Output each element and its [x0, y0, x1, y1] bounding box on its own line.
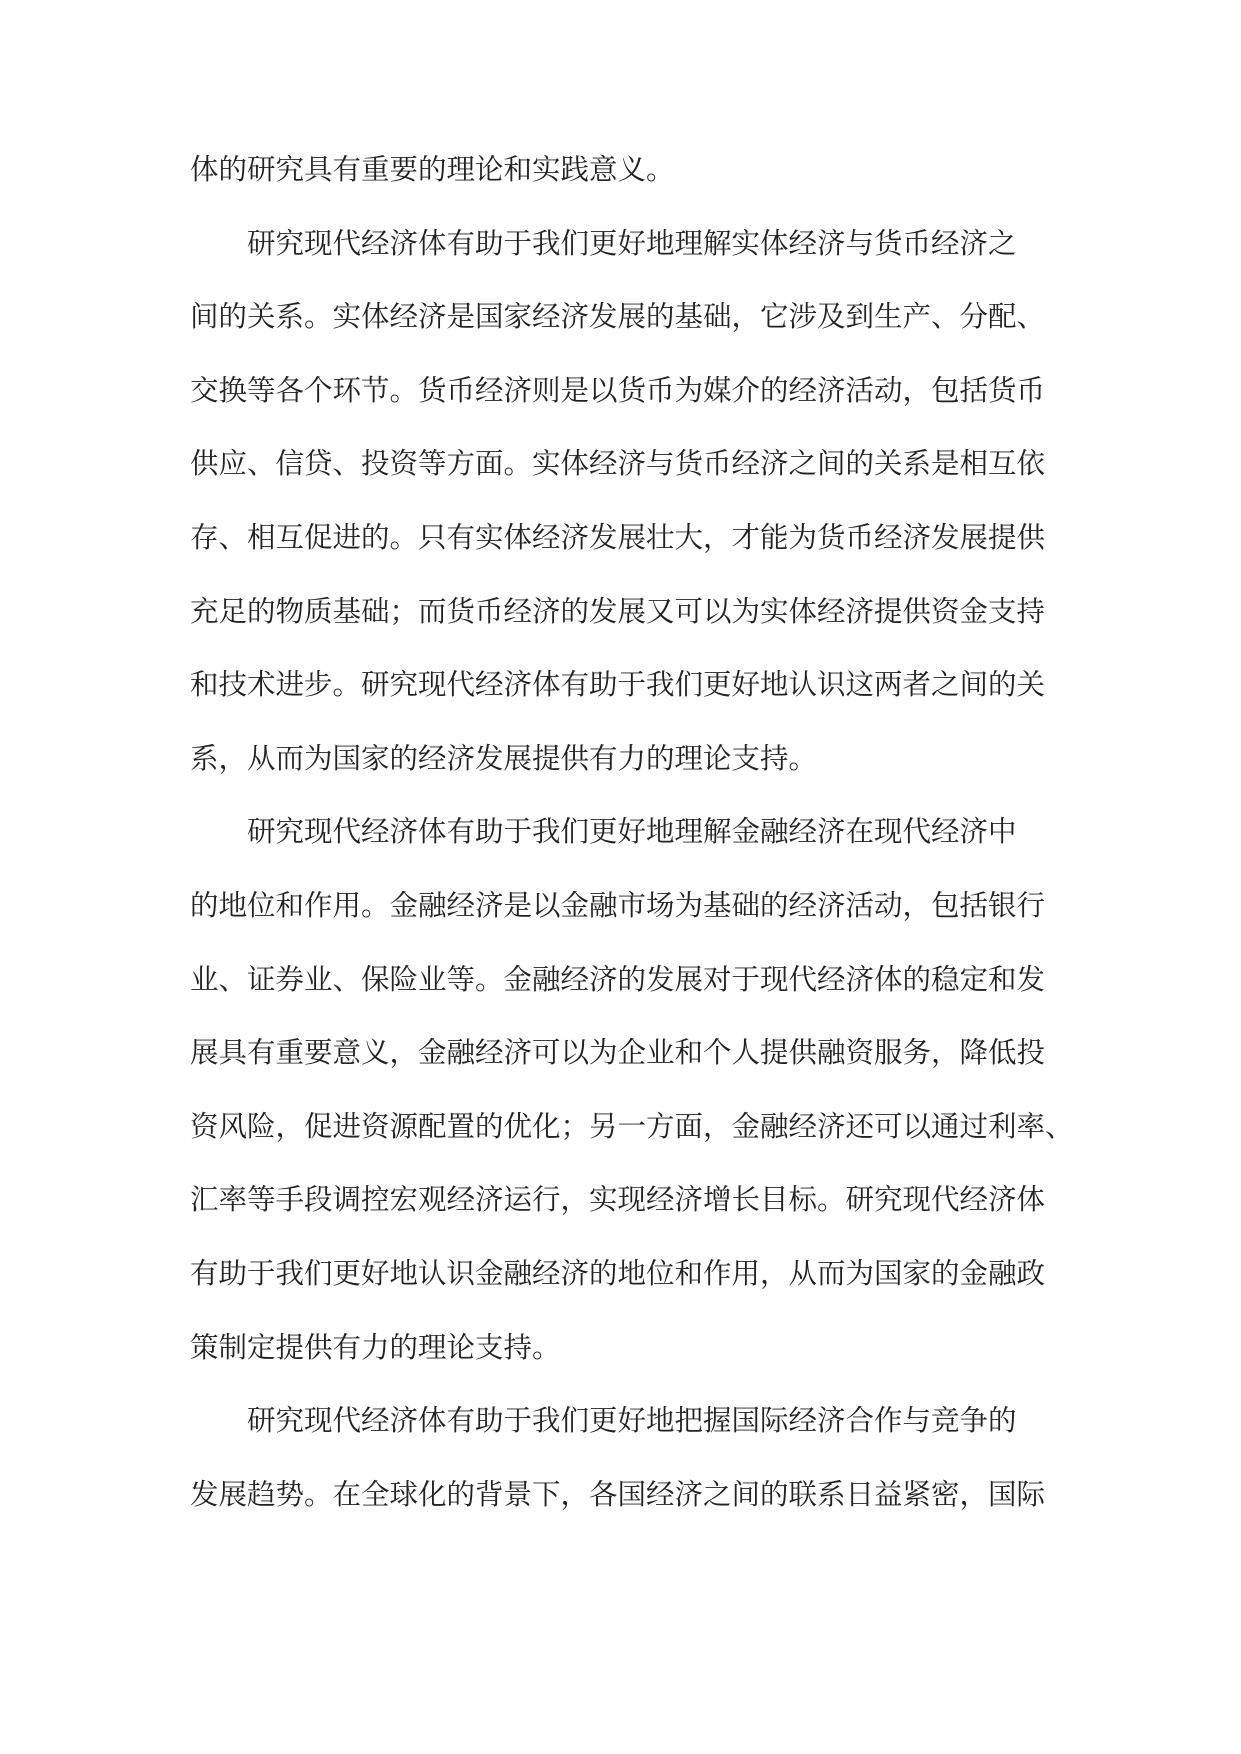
text-line: 的地位和作用。金融经济是以金融市场为基础的经济活动，包括银行 [190, 888, 1046, 922]
text-line: 业、证券业、保险业等。金融经济的发展对于现代经济体的稳定和发 [190, 962, 1046, 996]
text-line: 展具有重要意义，金融经济可以为企业和个人提供融资服务，降低投 [190, 1036, 1046, 1070]
text-line: 间的关系。实体经济是国家经济发展的基础，它涉及到生产、分配、 [190, 300, 1046, 334]
text-line: 交换等各个环节。货币经济则是以货币为媒介的经济活动，包括货币 [190, 373, 1046, 407]
text-line: 发展趋势。在全球化的背景下，各国经济之间的联系日益紧密，国际 [190, 1477, 1046, 1511]
text-line: 汇率等手段调控宏观经济运行，实现经济增长目标。研究现代经济体 [190, 1183, 1046, 1217]
text-line: 研究现代经济体有助于我们更好地把握国际经济合作与竞争的 [247, 1404, 1017, 1438]
text-line: 体的研究具有重要的理论和实践意义。 [190, 153, 675, 186]
text-line: 系，从而为国家的经济发展提供有力的理论支持。 [190, 741, 818, 775]
text-line: 存、相互促进的。只有实体经济发展壮大，才能为货币经济发展提供 [190, 520, 1046, 554]
text-line: 和技术进步。研究现代经济体有助于我们更好地认识这两者之间的关 [190, 668, 1046, 702]
text-line: 有助于我们更好地认识金融经济的地位和作用，从而为国家的金融政 [190, 1256, 1046, 1290]
text-line: 研究现代经济体有助于我们更好地理解实体经济与货币经济之 [247, 226, 1017, 260]
text-line: 供应、信贷、投资等方面。实体经济与货币经济之间的关系是相互依 [190, 447, 1046, 481]
text-line: 资风险，促进资源配置的优化；另一方面，金融经济还可以通过利率、 [190, 1109, 1074, 1143]
text-line: 研究现代经济体有助于我们更好地理解金融经济在现代经济中 [247, 815, 1017, 849]
text-line: 策制定提供有力的理论支持。 [190, 1330, 561, 1364]
text-line: 充足的物质基础；而货币经济的发展又可以为实体经济提供资金支持 [190, 594, 1046, 628]
body-text [190, 148, 1074, 1546]
